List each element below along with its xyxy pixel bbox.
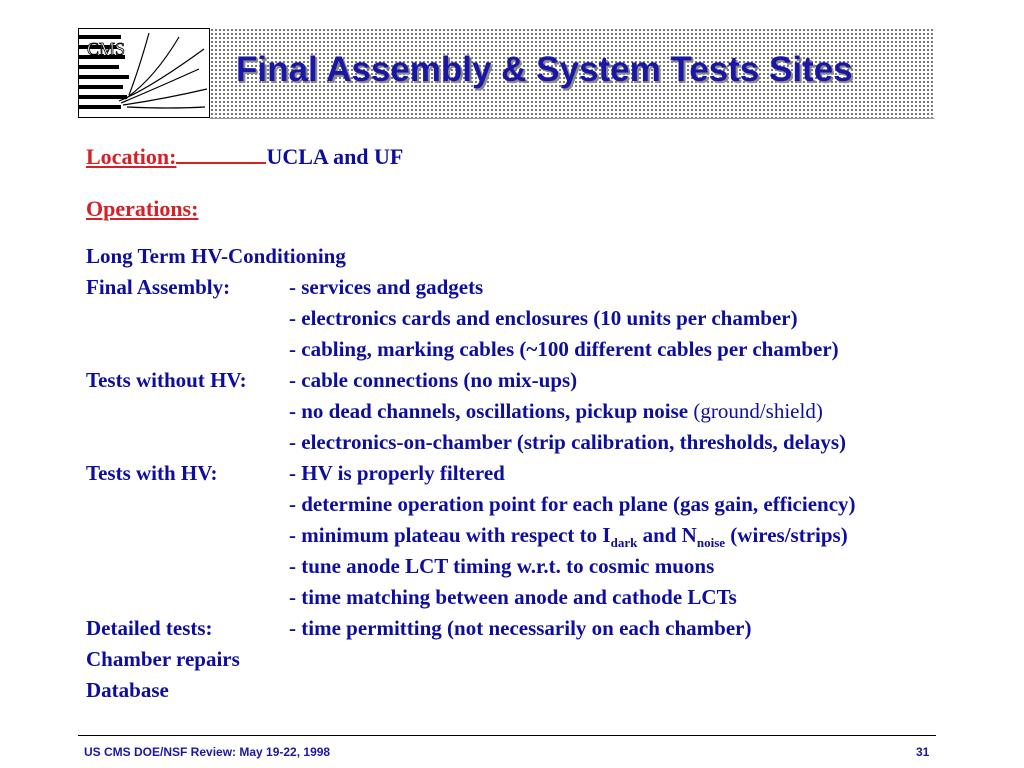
row-detail-part-b: and N [637, 523, 697, 547]
subscript-dark: dark [610, 535, 638, 551]
subscript-noise: noise [696, 535, 726, 551]
footer-divider [78, 735, 936, 736]
row-label: Chamber repairs [86, 647, 240, 671]
row-label: Final Assembly: [86, 275, 231, 299]
row-detail: - electronics-on-chamber (strip calibration, thresholds, delays) [289, 430, 847, 454]
row-detail-paren-open: ( [688, 399, 701, 423]
row-detail: - cable connections (no mix-ups) [289, 368, 578, 392]
row-label: Database [86, 678, 169, 702]
location-line [86, 144, 403, 170]
footer-text: US CMS DOE/NSF Review: May 19-22, 1998 [84, 745, 331, 759]
row-detail [289, 396, 823, 427]
row-detail-part-a: - minimum plateau with respect to I [289, 523, 611, 547]
cms-logo-graphic [79, 29, 209, 117]
row-detail: - determine operation point for each plane (gas gain, efficiency) [289, 492, 856, 516]
row-detail: - tune anode LCT timing w.r.t. to cosmic muons [289, 554, 715, 578]
row-label: Tests with HV: [86, 461, 218, 485]
location-underline [176, 144, 266, 164]
slide-title: Final Assembly & System Tests Sites [236, 50, 853, 89]
row-label: Tests without HV: [86, 368, 247, 392]
row-detail-paren-close: ) [815, 399, 823, 423]
row-detail-part-c: (wires/strips) [725, 523, 848, 547]
row-detail: - services and gadgets [289, 275, 484, 299]
cms-logo [78, 28, 210, 118]
row-detail: - time permitting (not necessarily on each chamber) [289, 616, 752, 640]
operations-label: Operations: [86, 196, 199, 221]
logo-tracks [119, 33, 207, 108]
row-label: Long Term HV-Conditioning [86, 244, 346, 268]
logo-text: CMS [87, 39, 126, 59]
row-detail-note: ground/shield [700, 399, 816, 423]
row-label: Detailed tests: [86, 616, 213, 640]
row-detail: - HV is properly filtered [289, 461, 505, 485]
row-detail: - cabling, marking cables (~100 different cables per chamber) [289, 337, 839, 361]
page-number: 31 [916, 745, 930, 759]
row-detail: - time matching between anode and cathode LCTs [289, 585, 737, 609]
row-detail: - electronics cards and enclosures (10 units per chamber) [289, 306, 798, 330]
row-detail-main: - no dead channels, oscillations, pickup noise [289, 399, 689, 423]
location-value: UCLA and UF [266, 144, 404, 169]
location-label: Location: [86, 144, 177, 169]
